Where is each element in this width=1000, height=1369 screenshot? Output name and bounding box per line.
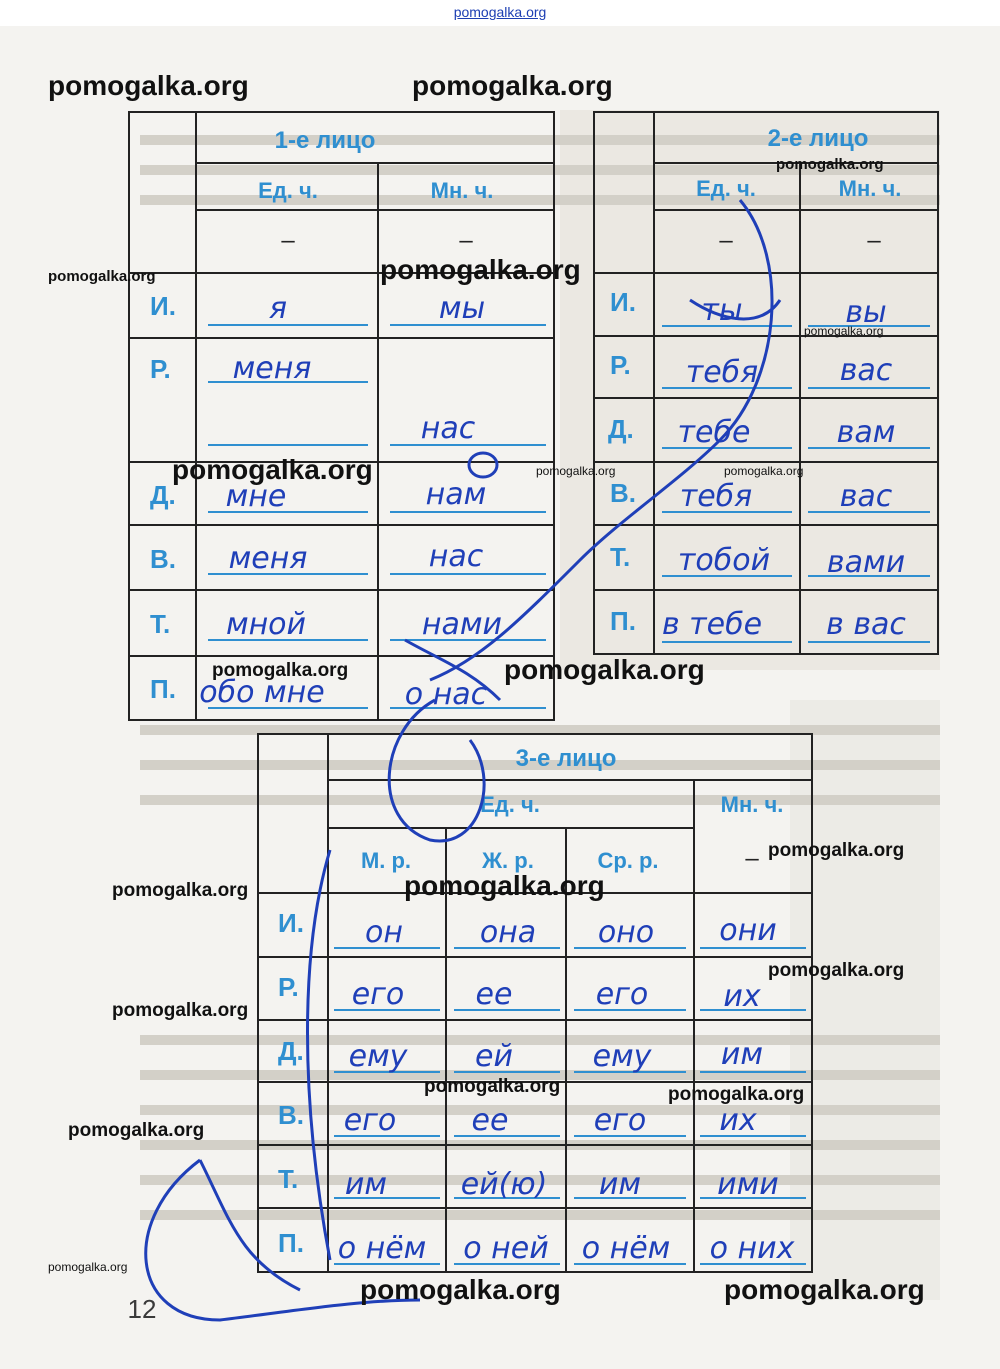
t3-answer-cell: оно (597, 915, 655, 950)
watermark: pomogalka.org (504, 654, 705, 685)
t3-fem-header: Ж. р. (482, 848, 534, 873)
t2-case-label: И. (610, 287, 636, 317)
t2-case-label: Р. (610, 350, 631, 380)
watermark: pomogalka.org (536, 464, 616, 478)
t1-case-label: Р. (150, 354, 171, 384)
t1-case-label: Д. (150, 480, 176, 510)
t2-plural-header: Мн. ч. (838, 176, 902, 201)
t1-answer-cell: нам (425, 477, 487, 512)
t3-answer-cell: о них (709, 1231, 795, 1266)
t2-case-label: Д. (608, 414, 634, 444)
t2-dash-pl: – (867, 227, 881, 254)
t3-case-label: В. (278, 1100, 304, 1130)
t1-dash-pl: – (459, 227, 473, 254)
t3-answer-cell: им (344, 1167, 388, 1202)
t3-answer-cell: их (719, 1103, 757, 1138)
watermark: pomogalka.org (212, 660, 349, 681)
t3-case-label: Д. (278, 1036, 304, 1066)
t3-answer-cell: ими (717, 1167, 779, 1202)
t3-answer-cell: его (351, 977, 405, 1012)
t3-case-label: И. (278, 908, 304, 938)
t2-answer-cell: в вас (826, 607, 906, 642)
t3-masc-header: М. р. (360, 848, 412, 873)
t3-answer-cell: ей(ю) (460, 1167, 548, 1202)
t2-case-label: Т. (610, 542, 631, 572)
t3-answer-cell: о ней (463, 1231, 549, 1266)
t1-singular-header: Ед. ч. (258, 178, 318, 203)
t1-case-label: П. (150, 674, 176, 704)
watermark: pomogalka.org (48, 1260, 128, 1274)
t2-answer-cell: тебя (685, 355, 759, 390)
t2-answer-cell: вы (845, 295, 887, 330)
t2-answer-cell: в тебе (661, 607, 763, 642)
t1-dash-sg: – (281, 227, 295, 254)
t3-answer-cell: ему (348, 1039, 408, 1074)
t2-answer-cell: тебя (679, 479, 753, 514)
t1-plural-header: Мн. ч. (430, 178, 494, 203)
t3-plural-header: Мн. ч. (720, 792, 784, 817)
t3-answer-cell: его (595, 977, 649, 1012)
t3-answer-cell: им (598, 1167, 642, 1202)
watermark: pomogalka.org (804, 324, 884, 338)
t3-answer-cell: его (593, 1103, 647, 1138)
t1-answer-cell: меня (228, 541, 308, 576)
t3-case-label: Т. (278, 1164, 299, 1194)
t1-answer-cell: мной (225, 607, 307, 642)
t3-answer-cell: о нём (337, 1231, 427, 1266)
t2-answer-cell: вас (839, 479, 893, 514)
t3-answer-cell: им (720, 1037, 764, 1072)
t1-answer-cell: нас (420, 411, 476, 446)
t3-answer-cell: ее (471, 1103, 509, 1138)
watermark: pomogalka.org (112, 880, 249, 901)
t3-answer-cell: ему (592, 1039, 652, 1074)
t3-answer-cell: он (365, 915, 403, 950)
t1-answer-cell: мне (225, 479, 287, 514)
t3-dash-pl: – (745, 845, 759, 872)
t1-answer-cell: нами (421, 607, 503, 642)
t2-answer-cell: тобой (677, 543, 771, 578)
t2-answer-cell: ты (701, 293, 743, 328)
t1-answer-cell: меня (232, 351, 312, 386)
watermark: pomogalka.org (380, 254, 581, 285)
t2-singular-header: Ед. ч. (696, 176, 756, 201)
page-number: 12 (127, 1294, 157, 1324)
t3-singular-header: Ед. ч. (480, 792, 540, 817)
t3-answer-cell: ей (475, 1039, 513, 1074)
watermark: pomogalka.org (724, 1274, 925, 1305)
t3-answer-cell: она (479, 915, 537, 950)
watermark: pomogalka.org (48, 268, 156, 285)
t2-dash-sg: – (719, 227, 733, 254)
t1-answer-cell: обо мне (199, 675, 325, 710)
t2-case-label: П. (610, 606, 636, 636)
t3-answer-cell: их (723, 979, 761, 1014)
watermark: pomogalka.org (48, 70, 249, 101)
t3-answer-cell: о нём (581, 1231, 671, 1266)
watermark: pomogalka.org (424, 1076, 561, 1097)
watermark: pomogalka.org (668, 1084, 805, 1105)
watermark: pomogalka.org (68, 1120, 205, 1141)
t3-neut-header: Ср. р. (597, 848, 659, 873)
watermark: pomogalka.org (776, 156, 884, 173)
t2-answer-cell: вас (839, 353, 893, 388)
watermark: pomogalka.org (412, 70, 613, 101)
watermark: pomogalka.org (112, 1000, 249, 1021)
t3-answer-cell: его (343, 1103, 397, 1138)
t2-person-title: 2-е лицо (767, 125, 869, 152)
t1-answer-cell: о нас (404, 677, 488, 712)
watermark: pomogalka.org (360, 1274, 561, 1305)
t1-answer-cell: я (268, 291, 288, 326)
t3-answer-cell: ее (475, 977, 513, 1012)
t2-answer-cell: тебе (677, 415, 751, 450)
t1-answer-cell: мы (438, 291, 486, 326)
t1-case-label: И. (150, 291, 176, 321)
watermark: pomogalka.org (768, 840, 905, 861)
t1-person-title: 1-е лицо (274, 127, 376, 154)
t2-case-label: В. (610, 478, 636, 508)
t1-answer-cell: нас (428, 539, 484, 574)
t2-answer-cell: вами (826, 545, 906, 580)
site-header-link[interactable]: pomogalka.org (453, 4, 547, 20)
t2-answer-cell: вам (836, 415, 896, 450)
t1-case-label: В. (150, 544, 176, 574)
t1-case-label: Т. (150, 609, 171, 639)
t3-case-label: Р. (278, 972, 299, 1002)
watermark: pomogalka.org (172, 454, 373, 485)
watermark: pomogalka.org (768, 960, 905, 981)
t3-case-label: П. (278, 1228, 304, 1258)
watermark: pomogalka.org (404, 870, 605, 901)
watermark: pomogalka.org (724, 464, 804, 478)
t3-person-title: 3-е лицо (515, 745, 617, 772)
t3-answer-cell: они (719, 913, 777, 948)
